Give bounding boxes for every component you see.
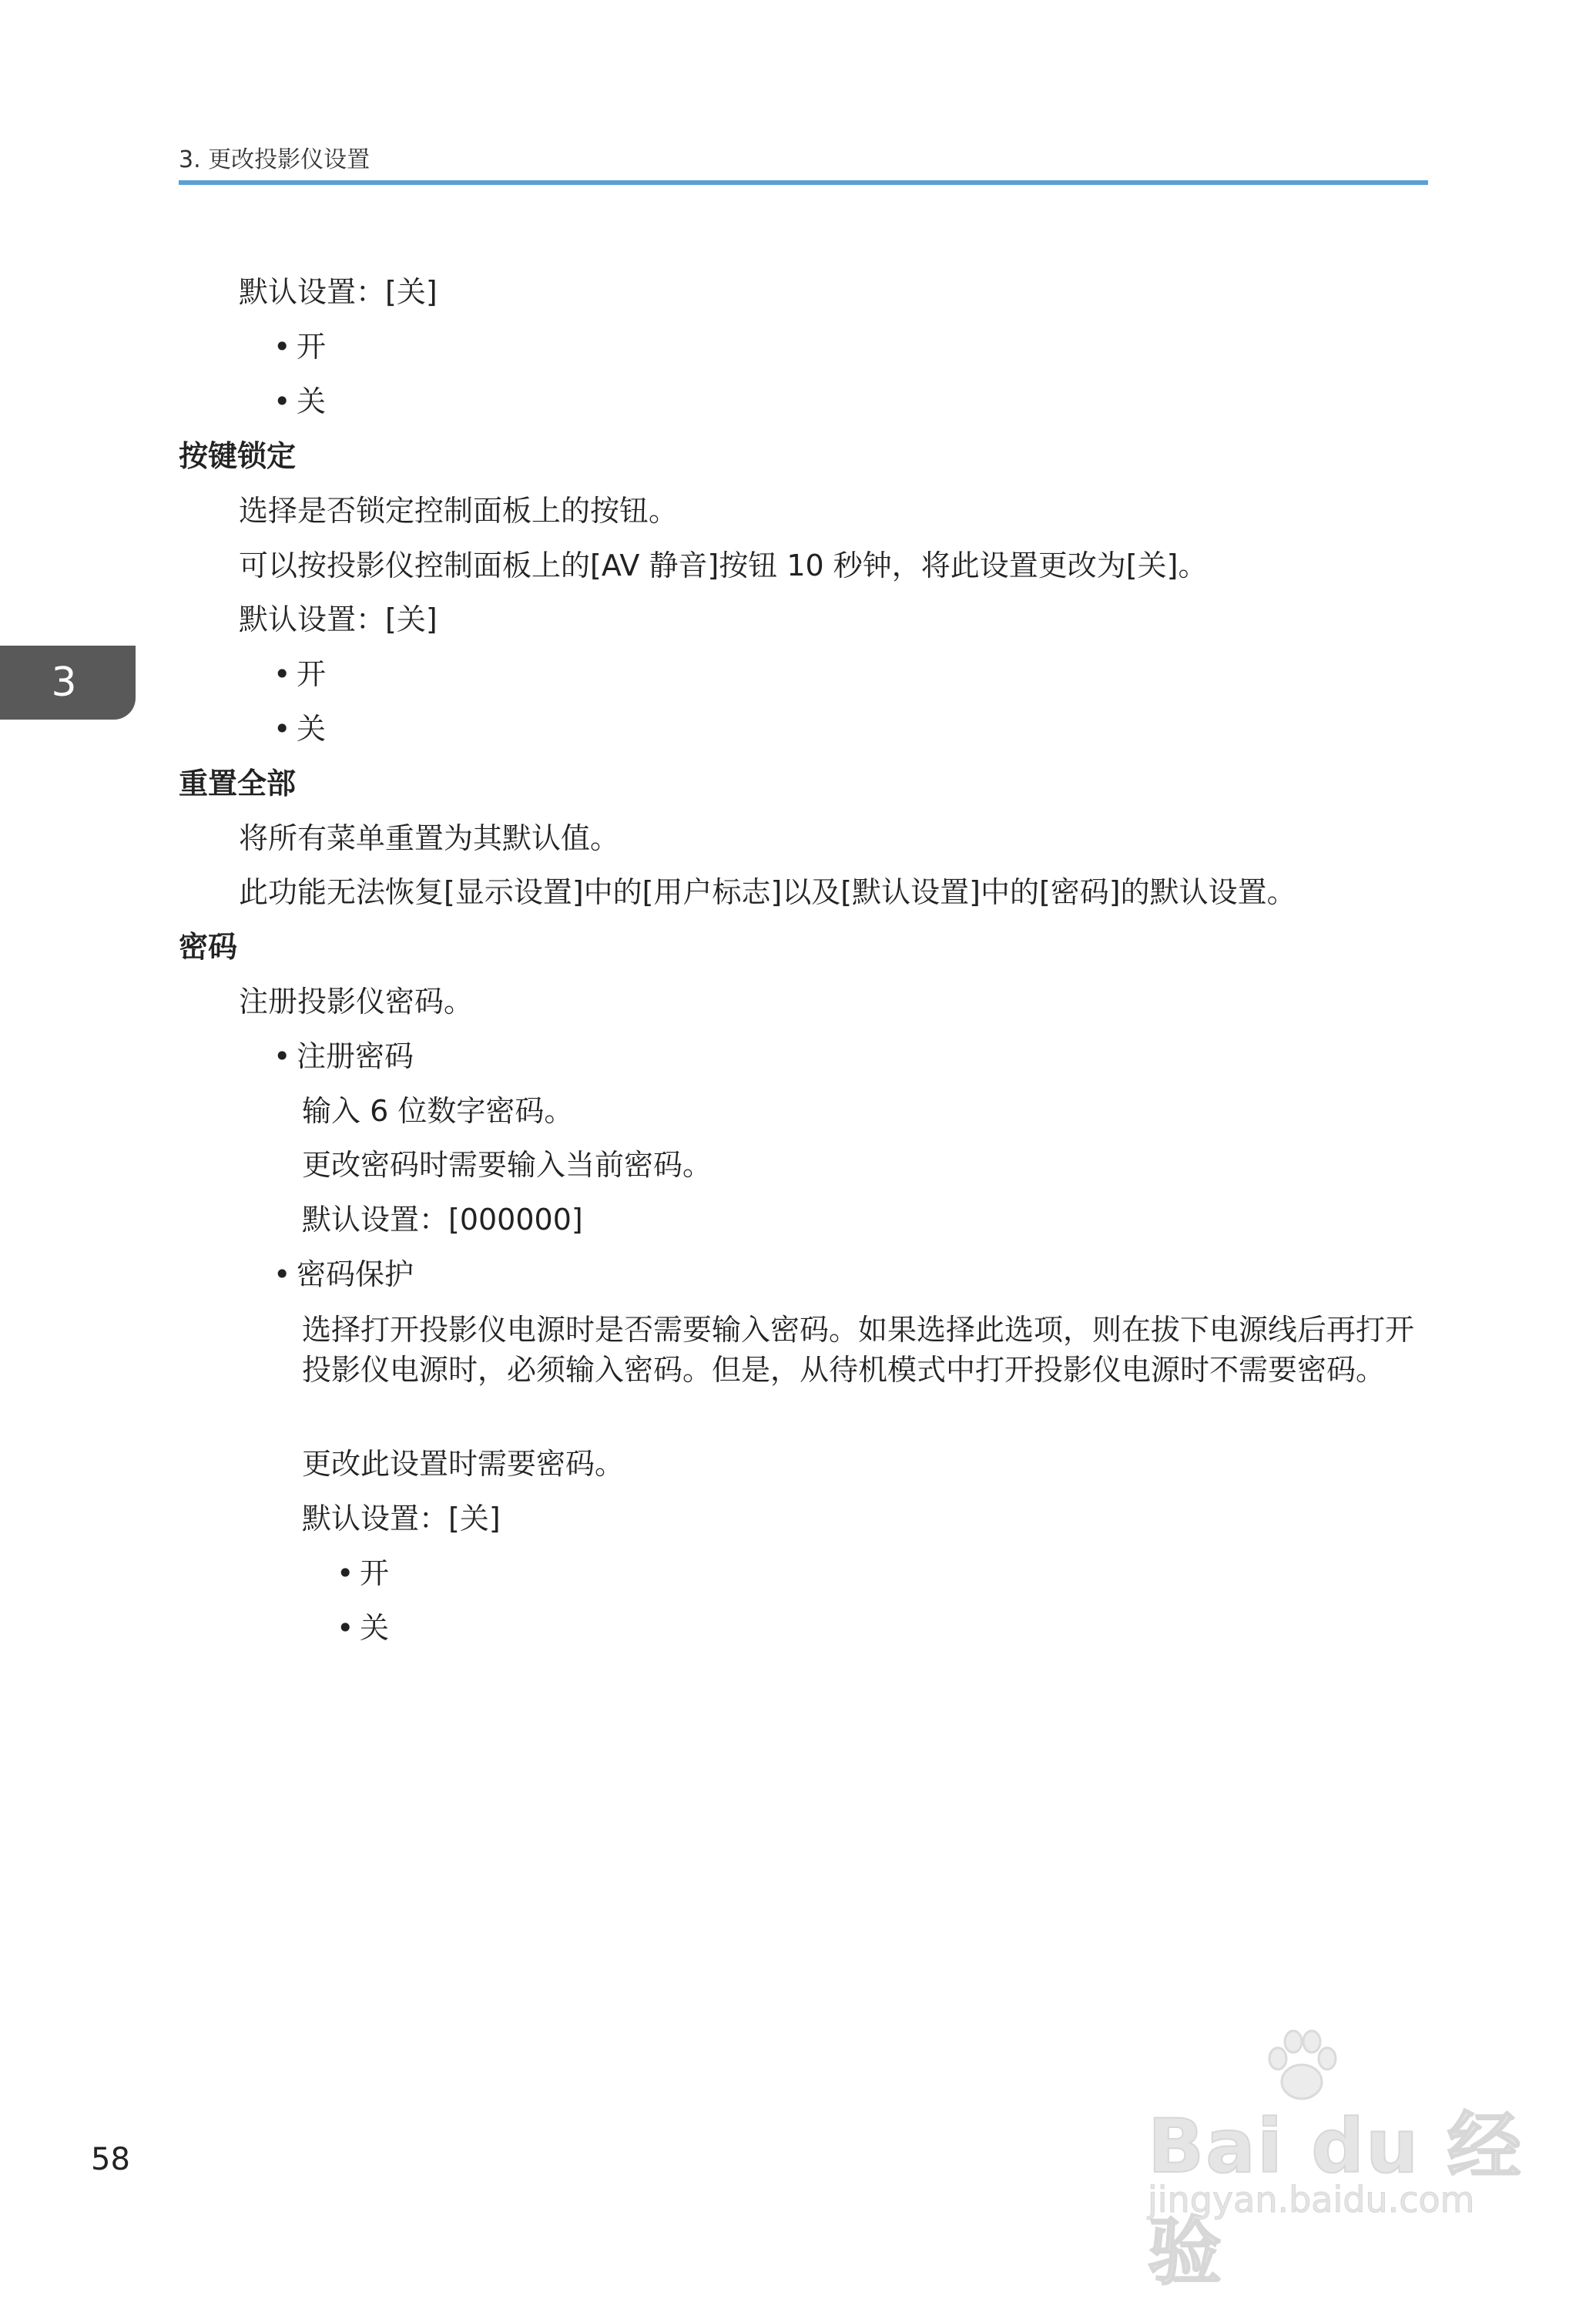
watermark-brand: Bai du 经验 [1148, 2103, 1523, 2295]
header-rule [179, 180, 1428, 185]
protect-desc-1: 选择打开投影仪电源时是否需要输入密码。如果选择此选项，则在拔下电源线后再打开投影仪电源时，必须输入密码。但是，从待机模式中打开投影仪电源时不需要密码。 [302, 1313, 1415, 1387]
reset-desc-2: 此功能无法恢复[显示设置]中的[用户标志]以及[默认设置]中的[密码]的默认设置。 [239, 875, 1296, 909]
option-on-1: • 开 [273, 328, 326, 365]
option-off-1: • 关 [273, 383, 326, 420]
sub-password-protect: • 密码保护 [273, 1256, 414, 1293]
option-off-2: • 关 [273, 710, 326, 747]
default-setting-2: 默认设置：[关] [239, 602, 438, 636]
register-default: 默认设置：[000000] [302, 1203, 583, 1237]
protect-desc-2: 更改此设置时需要密码。 [302, 1447, 625, 1481]
key-lock-desc-1: 选择是否锁定控制面板上的按钮。 [239, 494, 679, 528]
chapter-header-title: 3. 更改投影仪设置 [179, 146, 370, 173]
option-off-3: • 关 [337, 1609, 389, 1646]
heading-reset-all: 重置全部 [179, 767, 297, 800]
protect-default: 默认设置：[关] [302, 1502, 501, 1535]
watermark-url: jingyan.baidu.com [1148, 2179, 1475, 2220]
password-desc: 注册投影仪密码。 [239, 985, 474, 1019]
heading-password: 密码 [179, 930, 238, 964]
default-setting-1: 默认设置：[关] [239, 275, 438, 309]
option-on-3: • 开 [337, 1555, 389, 1592]
register-desc-2: 更改密码时需要输入当前密码。 [302, 1148, 712, 1182]
chapter-tab: 3 [0, 646, 136, 720]
key-lock-desc-2: 可以按投影仪控制面板上的[AV 静音]按钮 10 秒钟，将此设置更改为[关]。 [239, 549, 1208, 582]
page-number: 58 [91, 2142, 130, 2177]
register-desc-1: 输入 6 位数字密码。 [302, 1094, 574, 1128]
heading-key-lock: 按键锁定 [179, 439, 297, 473]
sub-register-password: • 注册密码 [273, 1038, 414, 1075]
reset-desc-1: 将所有菜单重置为其默认值。 [239, 821, 620, 855]
baidu-watermark [1132, 2026, 1533, 2295]
option-on-2: • 开 [273, 656, 326, 693]
